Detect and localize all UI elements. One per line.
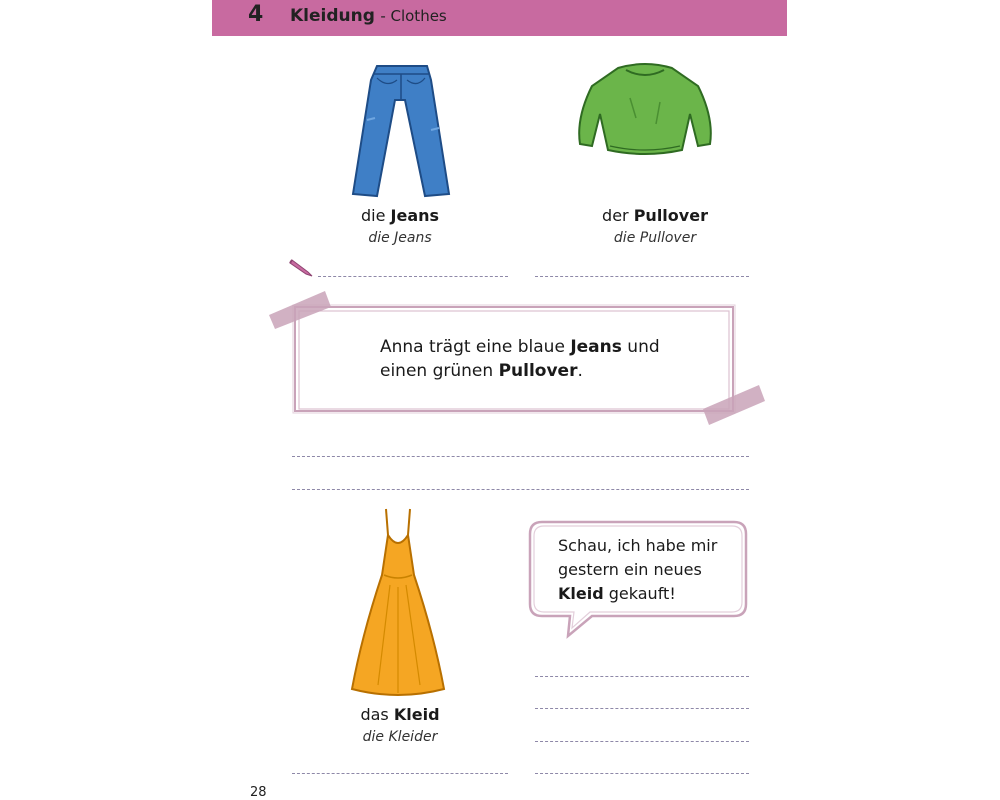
writing-line[interactable] [535,708,749,709]
word-kleid [290,705,510,724]
pullover-illustration [570,58,720,168]
sentence-text: . [577,361,583,381]
article-jeans: die [360,206,386,225]
writing-line[interactable] [535,276,749,277]
word-pullover [545,206,765,225]
speech-line-2: gestern ein neues [558,560,702,579]
page-number: 28 [250,785,267,800]
writing-line[interactable] [318,276,508,277]
sentence-line-1 [380,335,660,359]
writing-line[interactable] [292,773,508,774]
writing-line[interactable] [292,456,749,457]
word-jeans [290,206,510,225]
sentence-text: einen grünen [380,361,499,381]
pencil-icon [288,254,316,278]
plural-pullover: die Pullover [613,230,697,246]
jeans-illustration [345,60,455,200]
plural-kleid: die Kleider [362,729,438,745]
writing-line[interactable] [292,489,749,490]
sentence-bold-pullover: Pullover [498,361,578,381]
writing-line[interactable] [535,773,749,774]
chapter-title-sub: - Clothes [380,7,447,25]
sentence-text: und [621,337,660,357]
speech-text-end: gekauft! [603,584,676,603]
sentence-line-2 [380,359,660,383]
chapter-header [212,0,787,36]
chapter-title-bold: Kleidung [290,6,375,26]
plural-jeans: die Jeans [368,230,432,246]
chapter-title [290,6,447,26]
noun-jeans: Jeans [390,206,440,225]
speech-bold-kleid: Kleid [558,584,604,603]
noun-pullover: Pullover [633,206,708,225]
example-sentence [380,335,660,383]
sentence-text: Anna trägt eine blaue [380,337,571,357]
speech-text [558,534,738,606]
writing-line[interactable] [535,741,749,742]
chapter-number: 4 [248,2,264,27]
article-kleid: das [360,705,389,724]
speech-line-3 [558,582,738,606]
speech-line-1: Schau, ich habe mir [558,536,718,555]
dress-illustration [348,505,448,700]
sentence-bold-jeans: Jeans [570,337,622,357]
noun-kleid: Kleid [393,705,440,724]
writing-line[interactable] [535,676,749,677]
article-pullover: der [602,206,629,225]
